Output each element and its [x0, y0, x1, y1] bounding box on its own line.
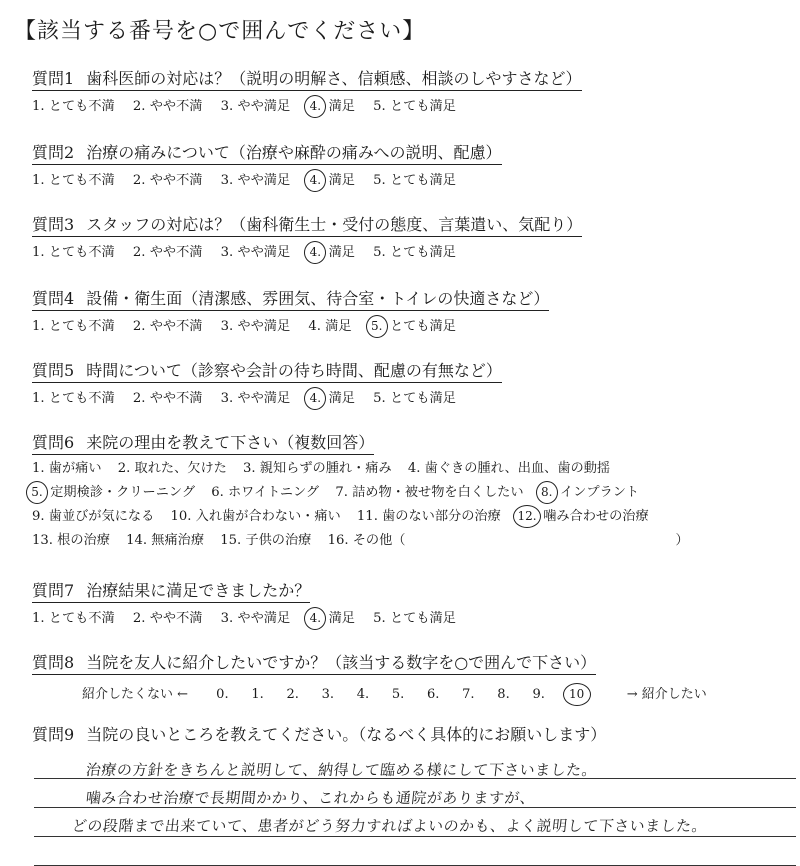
option-1[interactable]: 1. とても不満 [32, 99, 115, 114]
option-3[interactable]: 3. やや満足 [220, 611, 291, 626]
option-1[interactable]: 1. とても不満 [32, 173, 115, 188]
handwritten-line: 噛み合わせ治療で長期間かかり、これからも通院がありますが、 [85, 789, 537, 807]
rating-options [32, 95, 792, 115]
circle-mark: 4. [304, 387, 326, 410]
reason-2[interactable]: 2. 取れた、欠けた [117, 461, 227, 476]
circle-mark: 5. [366, 315, 388, 338]
scale-left-label: 紹介したくない ← [82, 687, 189, 702]
scale-tick[interactable]: 1. [251, 687, 264, 702]
reason-8-selected[interactable]: 8. インプラント [540, 481, 639, 505]
reason-3[interactable]: 3. 親知らずの腫れ・痛み [243, 461, 392, 476]
option-3[interactable]: 3. やや満足 [220, 245, 291, 260]
option-5[interactable]: 5. とても満足 [373, 245, 456, 260]
handwritten-line: 治療の方針をきちんと説明して、納得して臨める様にして下さいました。 [85, 761, 599, 779]
scale-tick[interactable]: 0. [216, 687, 229, 702]
question-7 [32, 578, 792, 627]
scale-tick[interactable]: 2. [286, 687, 299, 702]
option-4-selected[interactable]: 4. 満足 [308, 387, 355, 407]
option-2[interactable]: 2. やや不満 [132, 391, 203, 406]
circle-mark: 4. [304, 169, 326, 192]
reason-6[interactable]: 6. ホワイトニング [211, 485, 320, 500]
question-heading: 質問2 治療の痛みについて（治療や麻酔の痛みへの説明、配慮） [32, 140, 502, 165]
question-3 [32, 212, 792, 261]
option-4-selected[interactable]: 4. 満足 [308, 95, 355, 115]
question-heading: 質問4 設備・衛生面（清潔感、雰囲気、待合室・トイレの快適さなど） [32, 286, 549, 311]
scale-tick[interactable]: 3. [321, 687, 334, 702]
circle-mark: 10 [563, 683, 591, 706]
option-1[interactable]: 1. とても不満 [32, 245, 115, 260]
scale-tick[interactable]: 5. [391, 687, 405, 702]
question-heading: 質問6 来院の理由を教えて下さい（複数回答） [32, 430, 374, 455]
option-5[interactable]: 5. とても満足 [373, 173, 456, 188]
scale-right-label: → 紹介したい [626, 687, 707, 702]
question-heading: 質問7 治療結果に満足できましたか？ [32, 578, 310, 603]
scale-tick[interactable]: 8. [497, 687, 510, 702]
question-6 [32, 430, 792, 553]
option-4-selected[interactable]: 4. 満足 [308, 169, 355, 189]
option-3[interactable]: 3. やや満足 [220, 173, 291, 188]
rating-options [32, 315, 792, 335]
reason-4[interactable]: 4. 歯ぐきの腫れ、出血、歯の動揺 [407, 461, 611, 476]
scale-tick[interactable]: 7. [462, 687, 475, 702]
circle-mark: 8. [536, 481, 558, 504]
rating-options [32, 607, 792, 627]
option-2[interactable]: 2. やや不満 [132, 245, 203, 260]
option-1[interactable]: 1. とても不満 [32, 611, 115, 626]
scale-tick[interactable]: 6. [427, 687, 440, 702]
circle-mark: 5. [26, 481, 48, 504]
reason-1[interactable]: 1. 歯が痛い [32, 461, 102, 476]
option-4[interactable]: 4. 満足 [308, 319, 352, 334]
scale-tick[interactable]: 9. [532, 687, 545, 702]
option-2[interactable]: 2. やや不満 [132, 99, 203, 114]
option-5[interactable]: 5. とても満足 [373, 99, 456, 114]
question-heading: 質問1 歯科医師の対応は？（説明の明解さ、信頼感、相談のしやすさなど） [32, 66, 582, 91]
reason-13[interactable]: 13. 根の治療 [32, 533, 110, 548]
option-4-selected[interactable]: 4. 満足 [308, 607, 355, 627]
reason-5-selected[interactable]: 5. 定期検診・クリーニング [32, 481, 195, 505]
scale-tick[interactable]: 4. [356, 687, 370, 702]
question-heading: 質問9 当院の良いところを教えてください。（なるべく具体的にお願いします） [32, 725, 607, 744]
rating-options [32, 169, 792, 189]
reason-options [32, 457, 792, 553]
option-5-selected[interactable]: 5. とても満足 [370, 315, 456, 335]
handwritten-line: どの段階まで出来ていて、患者がどう努力すればよいのかも、よく説明して下さいました。 [71, 817, 709, 835]
rating-options [32, 241, 792, 261]
reason-12-selected[interactable]: 12. 噛み合わせの治療 [517, 505, 649, 529]
circle-mark: 4. [304, 95, 326, 118]
question-heading: 質問3 スタッフの対応は？（歯科衛生士・受付の態度、言葉遣い、気配り） [32, 212, 582, 237]
question-heading: 質問8 当院を友人に紹介したいですか？（該当する数字を○で囲んで下さい） [32, 650, 596, 675]
page-title: 【該当する番号を○で囲んでください】 [14, 19, 426, 44]
option-4-selected[interactable]: 4. 満足 [308, 241, 355, 261]
option-2[interactable]: 2. やや不満 [132, 173, 203, 188]
option-5[interactable]: 5. とても満足 [373, 391, 456, 406]
reason-11[interactable]: 11. 歯のない部分の治療 [356, 509, 501, 524]
question-5 [32, 358, 792, 407]
scale-tick-selected[interactable] [568, 686, 599, 703]
option-2[interactable]: 2. やや不満 [132, 319, 203, 334]
option-3[interactable]: 3. やや満足 [220, 319, 291, 334]
question-heading: 質問5 時間について（診察や会計の待ち時間、配慮の有無など） [32, 358, 502, 383]
option-1[interactable]: 1. とても不満 [32, 391, 115, 406]
question-4 [32, 286, 792, 335]
question-1 [32, 66, 792, 115]
recommend-scale [82, 683, 792, 703]
option-5[interactable]: 5. とても満足 [373, 611, 456, 626]
reason-14[interactable]: 14. 無痛治療 [126, 533, 205, 548]
question-8 [32, 650, 792, 703]
option-2[interactable]: 2. やや不満 [132, 611, 203, 626]
option-3[interactable]: 3. やや満足 [220, 391, 291, 406]
circle-mark: 4. [304, 241, 326, 264]
circle-mark: 12. [513, 505, 541, 528]
option-1[interactable]: 1. とても不満 [32, 319, 115, 334]
reason-16[interactable]: 16. その他（ ） [327, 533, 689, 548]
reason-9[interactable]: 9. 歯並びが気になる [32, 509, 155, 524]
reason-15[interactable]: 15. 子供の治療 [220, 533, 312, 548]
reason-7[interactable]: 7. 詰め物・被せ物を白くしたい [335, 485, 524, 500]
free-answer-area[interactable] [34, 750, 796, 866]
circle-mark: 4. [304, 607, 326, 630]
rating-options [32, 387, 792, 407]
question-9 [32, 722, 792, 745]
reason-10[interactable]: 10. 入れ歯が合わない・痛い [170, 509, 341, 524]
question-2 [32, 140, 792, 189]
option-3[interactable]: 3. やや満足 [220, 99, 291, 114]
